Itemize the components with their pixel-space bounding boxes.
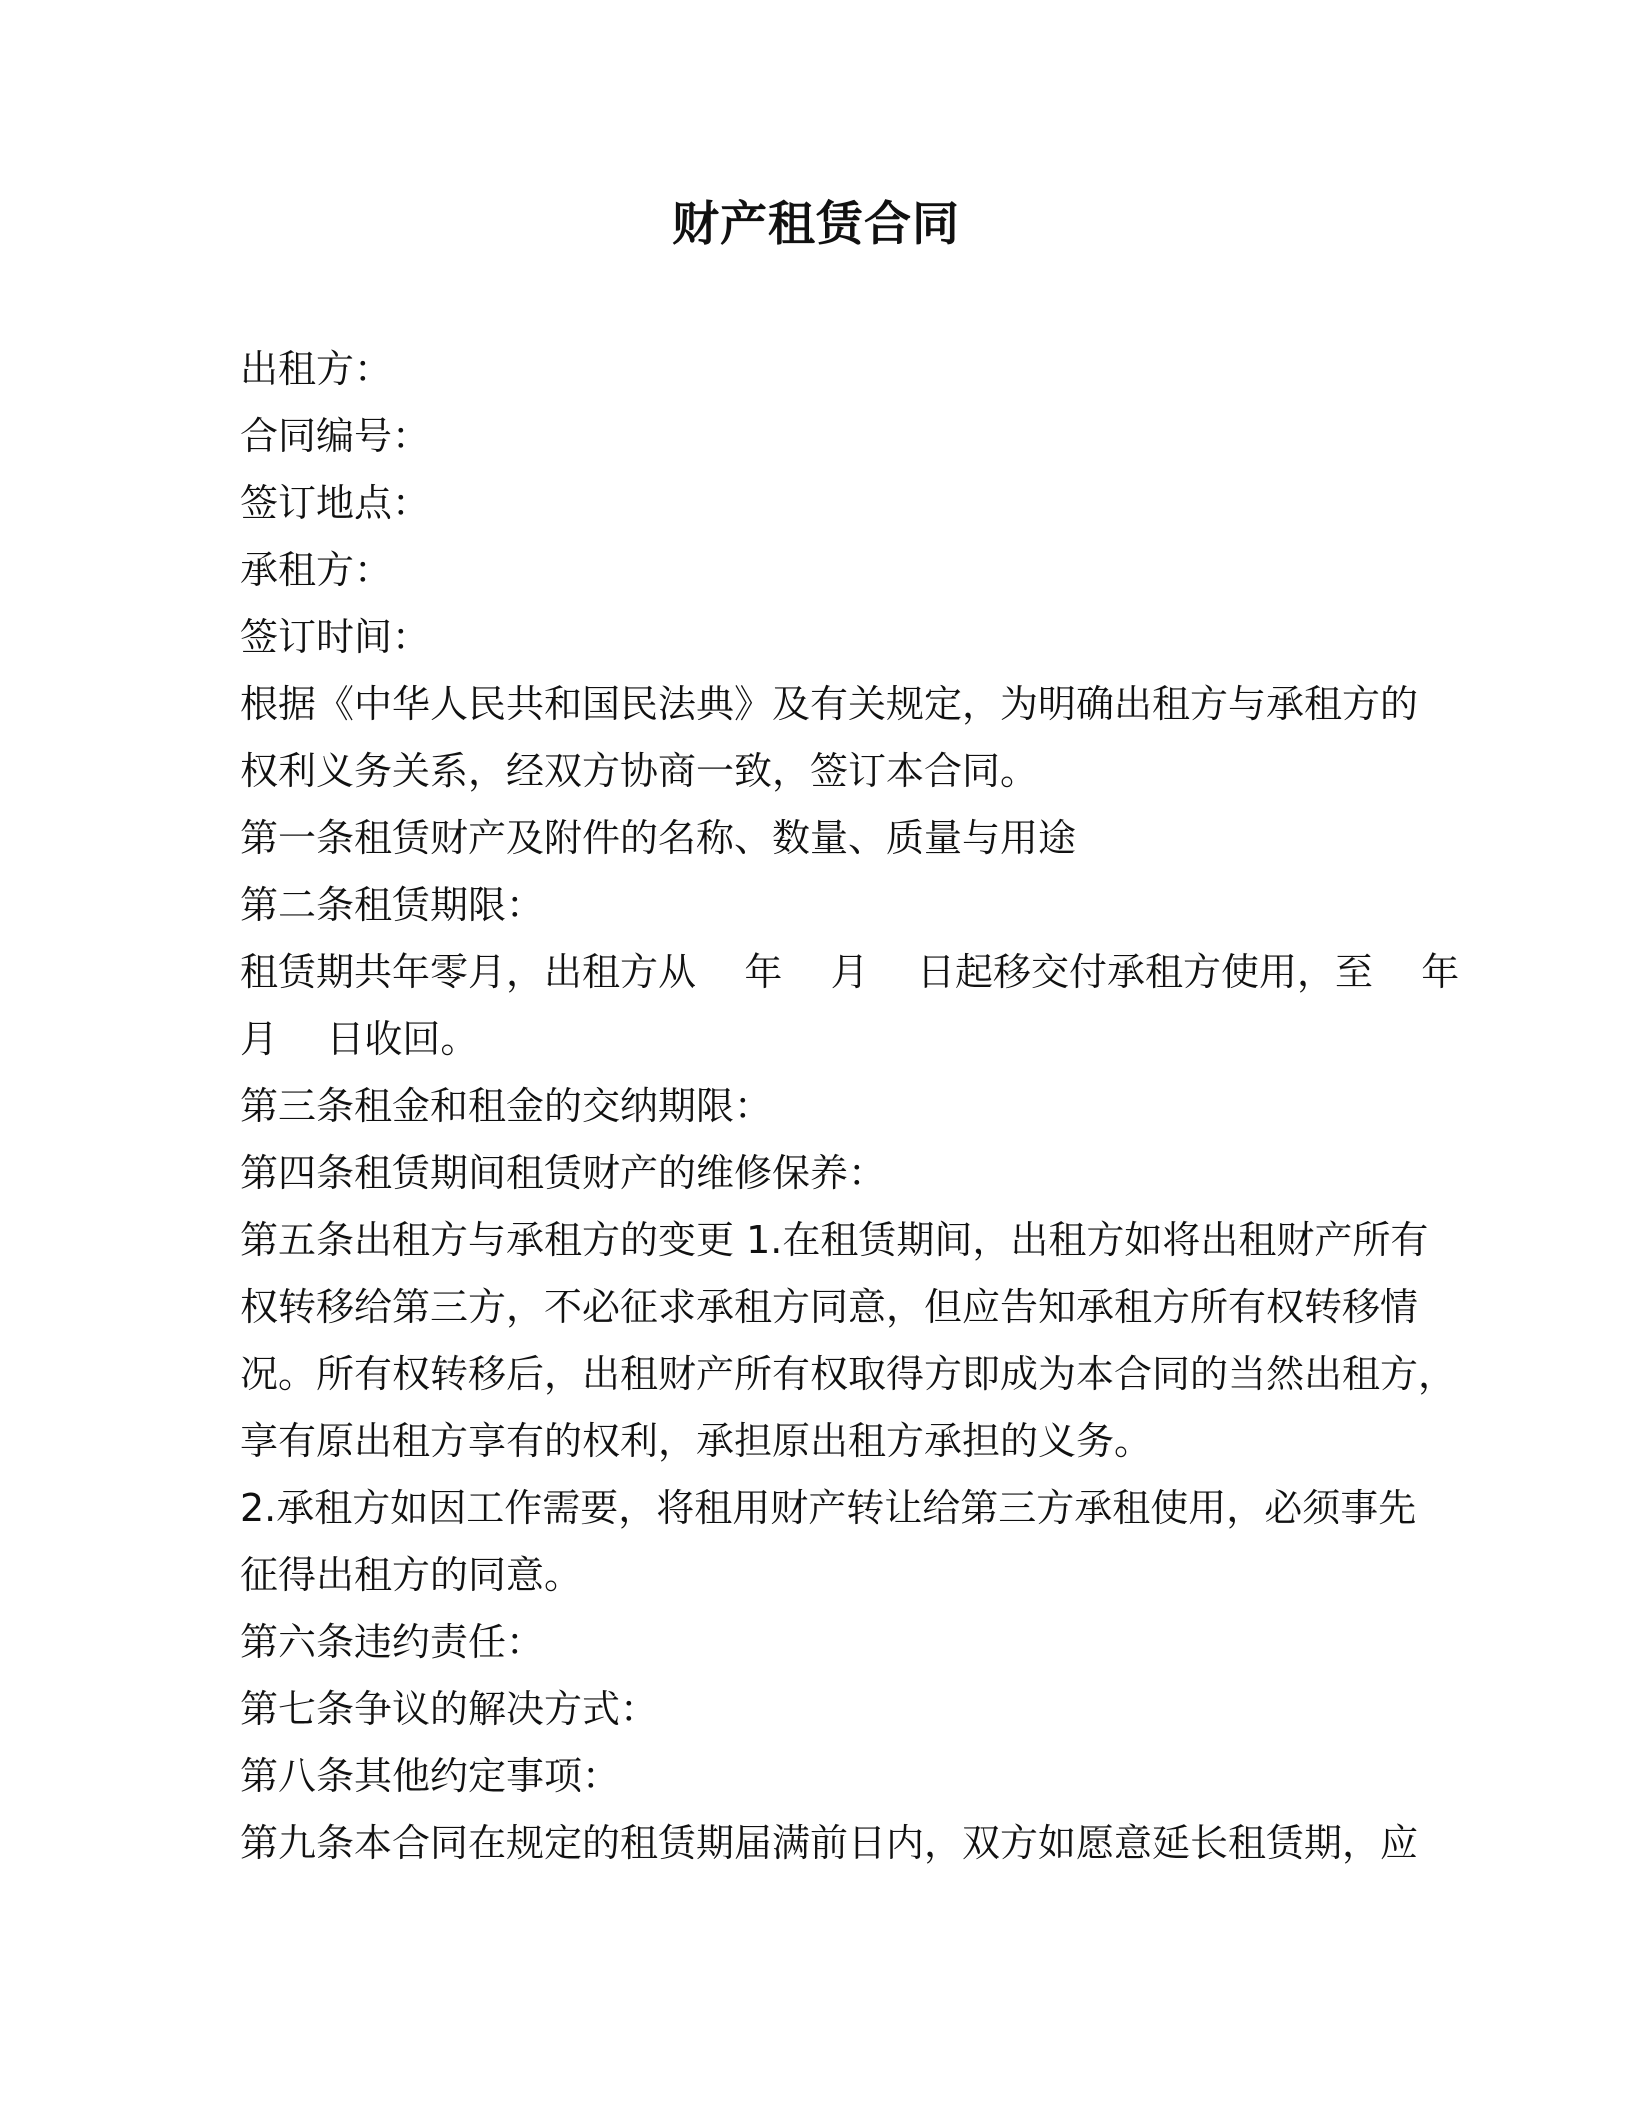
field-signing-place: 签订地点： xyxy=(240,481,431,525)
article-5-text: 况。所有权转移后，出租财产所有权取得方即成为本合同的当然出租方， xyxy=(240,1352,1457,1396)
article-5-text: 享有原出租方享有的权利，承担原出租方承担的义务。 xyxy=(240,1419,1153,1463)
article-2-heading: 第二条租赁期限： xyxy=(240,883,545,927)
article-1-heading: 第一条租赁财产及附件的名称、数量、质量与用途 xyxy=(240,816,1077,860)
article-2-text: 月 日收回。 xyxy=(240,1017,479,1061)
field-contract-number: 合同编号： xyxy=(240,414,431,458)
article-2-text: 租赁期共年零月，出租方从 年 月 日起移交付承租方使用，至 年 xyxy=(240,950,1460,994)
field-signing-time: 签订时间： xyxy=(240,615,431,659)
field-lessee: 承租方： xyxy=(240,548,393,592)
article-5-text: 第五条出租方与承租方的变更 1.在租赁期间，出租方如将出租财产所有 xyxy=(240,1218,1429,1262)
field-lessor: 出租方： xyxy=(240,347,393,391)
document-title: 财产租赁合同 xyxy=(672,197,960,252)
article-5-item-2: 2.承租方如因工作需要，将租用财产转让给第三方承租使用，必须事先 xyxy=(240,1486,1417,1530)
article-8-heading: 第八条其他约定事项： xyxy=(240,1754,621,1798)
article-9-text: 第九条本合同在规定的租赁期届满前日内，双方如愿意延长租赁期，应 xyxy=(240,1821,1419,1865)
article-6-heading: 第六条违约责任： xyxy=(240,1620,545,1664)
article-7-heading: 第七条争议的解决方式： xyxy=(240,1687,659,1731)
article-5-item-2: 征得出租方的同意。 xyxy=(240,1553,583,1597)
preamble-line: 权利义务关系，经双方协商一致，签订本合同。 xyxy=(240,749,1039,793)
article-4-heading: 第四条租赁期间租赁财产的维修保养： xyxy=(240,1151,887,1195)
article-5-text: 权转移给第三方，不必征求承租方同意，但应告知承租方所有权转移情 xyxy=(240,1285,1419,1329)
article-3-heading: 第三条租金和租金的交纳期限： xyxy=(240,1084,773,1128)
document-body xyxy=(240,336,1460,1877)
preamble-line: 根据《中华人民共和国民法典》及有关规定，为明确出租方与承租方的 xyxy=(240,682,1419,726)
